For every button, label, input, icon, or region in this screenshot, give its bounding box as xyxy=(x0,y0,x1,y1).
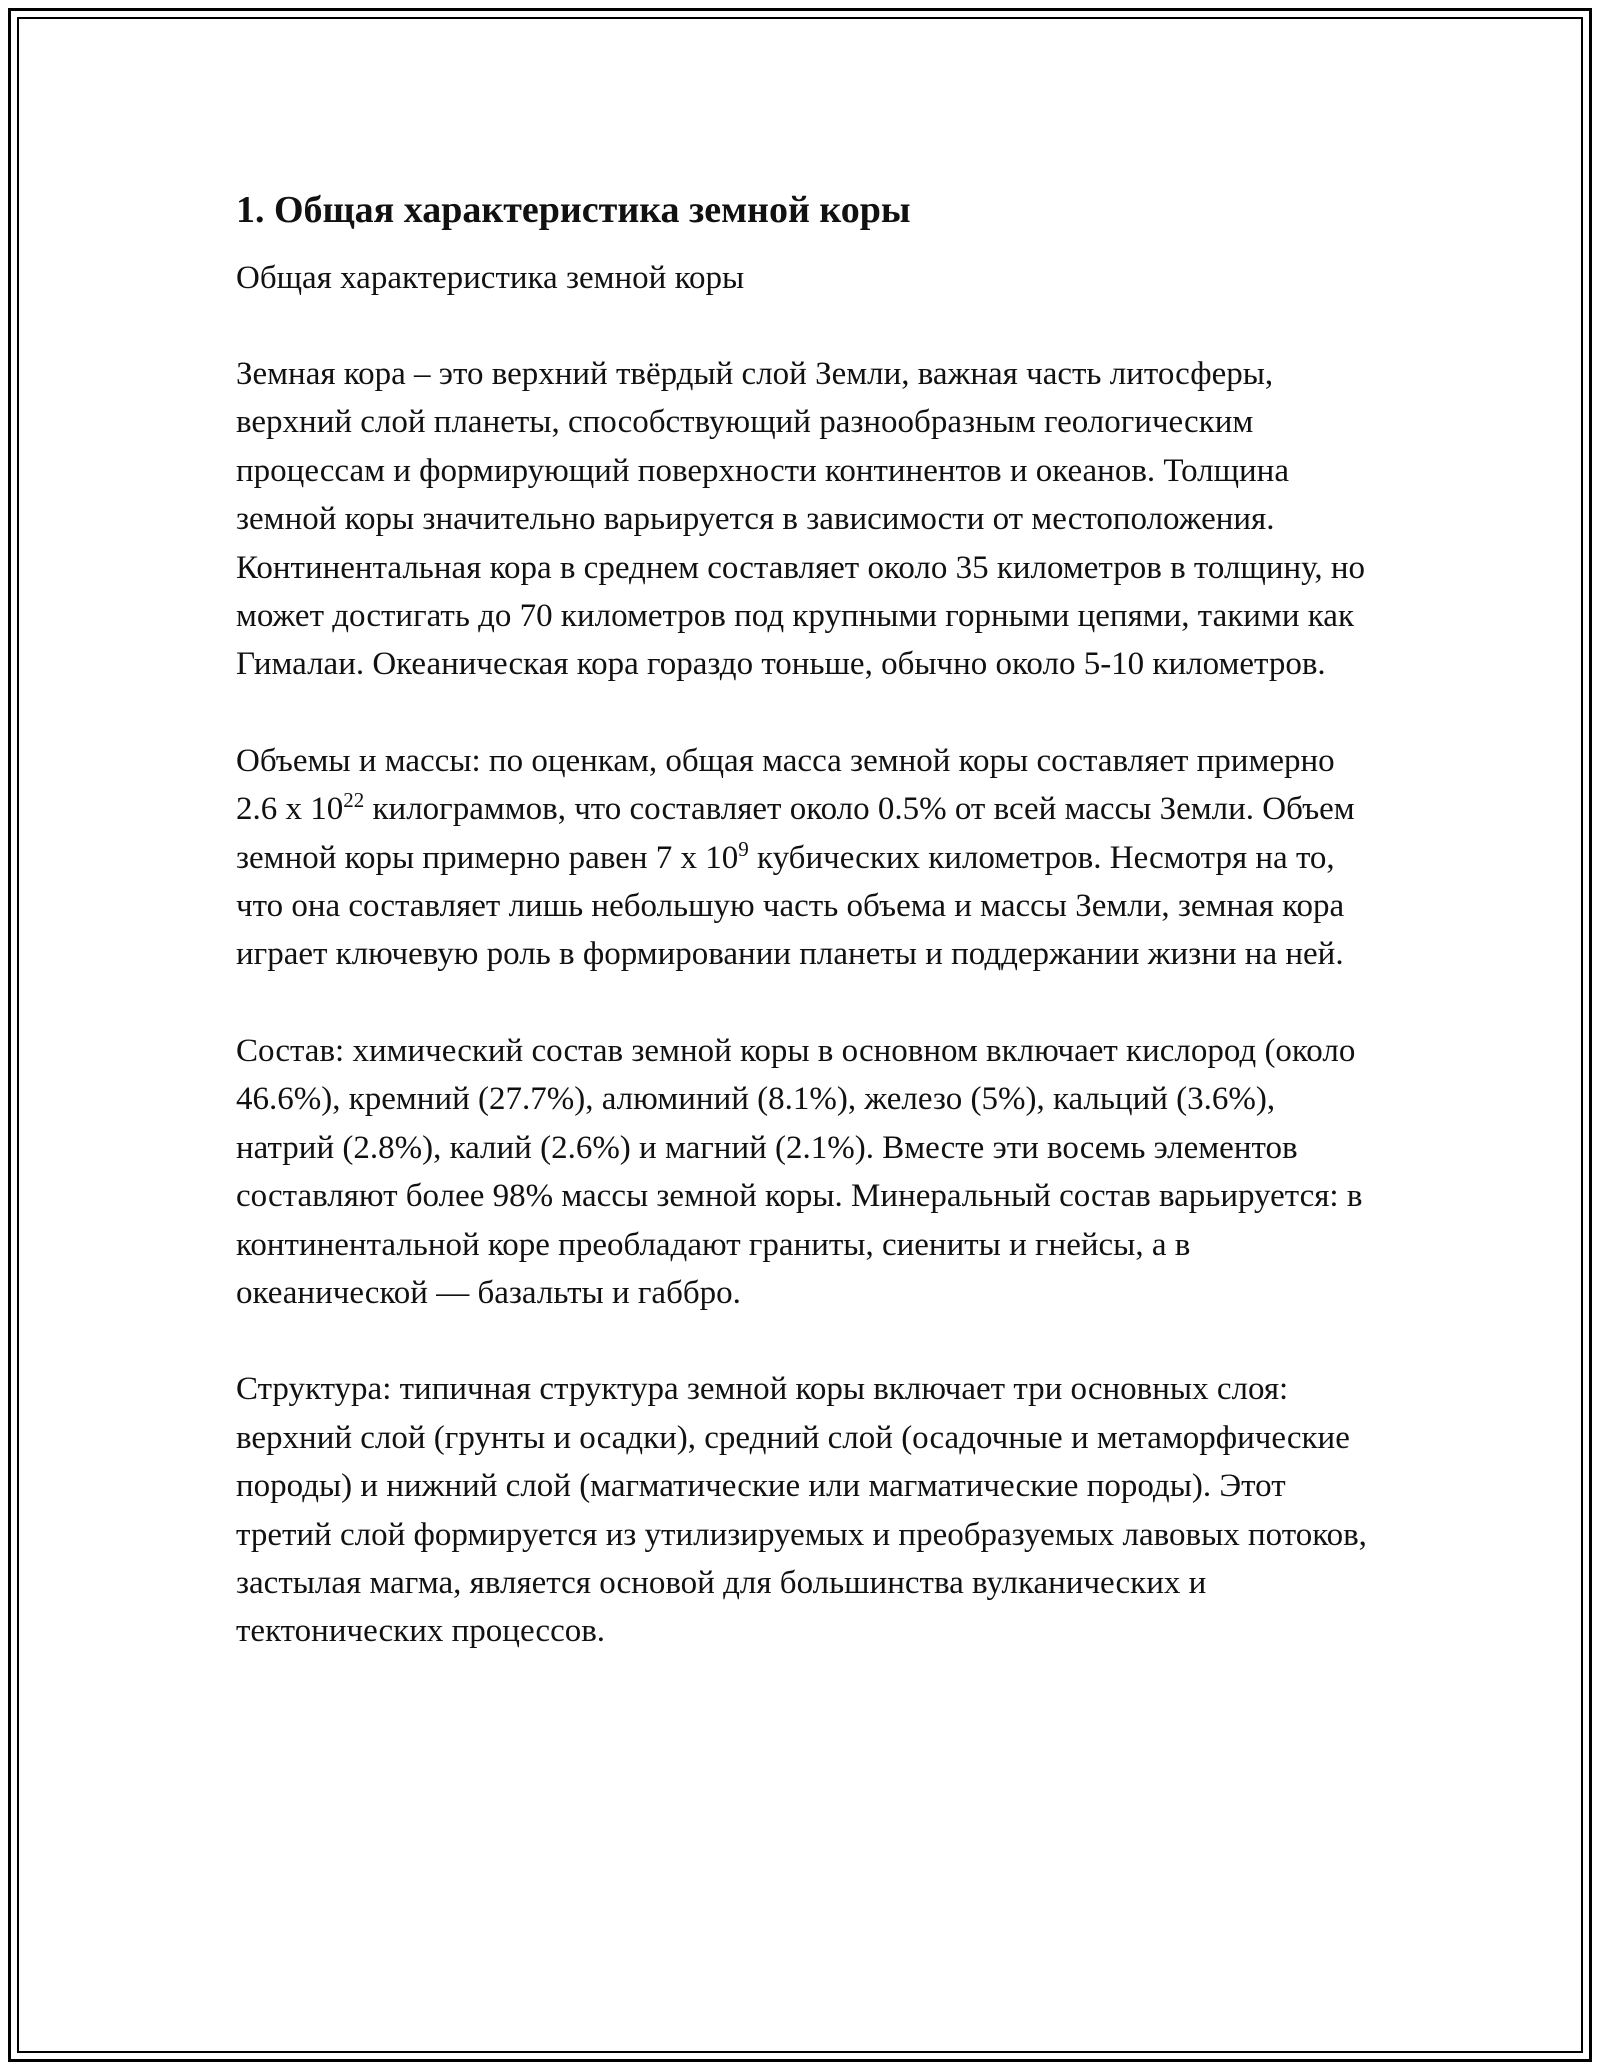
page-title: 1. Общая характеристика земной коры xyxy=(236,189,911,231)
paragraph-composition: Состав: химический состав земной коры в основном включает кислород (около 46.6%), кремний (27.7%), алюминий (8.1%), железо (5%), кальций (3.6%), натрий (2.8%), калий (2.6%) и магний (2.1%). Вместе эти восемь элементов составляют более 98% массы земной коры. Минеральный состав варьируется: в континентальной коре преобладают граниты, сиениты и гнейсы, а в океанической — базальты и габбро. xyxy=(236,1032,1363,1311)
paragraph-overview: Земная кора – это верхний твёрдый слой Земли, важная часть литосферы, верхний слой планеты, способствующий разнообразным геологическим процессам и формирующий поверхности континентов и океанов. Толщина земной коры значительно варьируется в зависимости от местоположения. Континентальная кора в среднем составляет около 35 километров в толщину, но может достигать до 70 километров под крупными горными цепями, такими как Гималаи. Океаническая кора гораздо тоньше, обычно около 5-10 километров. xyxy=(236,356,1366,683)
section-subtitle: Общая характеристика земной коры xyxy=(236,260,745,296)
paragraph-structure: Структура: типичная структура земной коры включает три основных слоя: верхний слой (грунты и осадки), средний слой (осадочные и метаморфические породы) и нижний слой (магматические или магматические породы). Этот третий слой формируется из утилизируемых и преобразуемых лавовых потоков, застылая магма, является основой для большинства вулканических и тектонических процессов. xyxy=(236,1371,1367,1650)
paragraph-volume-mass xyxy=(236,737,1376,979)
document-body xyxy=(236,186,1376,1704)
exponent-mass: 22 xyxy=(343,788,365,813)
paragraph-volume-mass-text-2: килограммов, что составляет около 0.5% от всей массы Земли. Объем земной коры примерно равен 7 x 10 xyxy=(236,791,1355,876)
exponent-volume: 9 xyxy=(738,836,749,861)
paragraph-volume-mass-text-1: Объемы и массы: по оценкам, общая масса земной коры составляет примерно 2.6 x 10 xyxy=(236,742,1335,828)
paragraph-volume-mass-text-3: кубических километров. Несмотря на то, что она составляет лишь небольшую часть объема и массы Земли, земная кора играет ключевую роль в формировании планеты и поддержании жизни на ней. xyxy=(236,839,1345,973)
